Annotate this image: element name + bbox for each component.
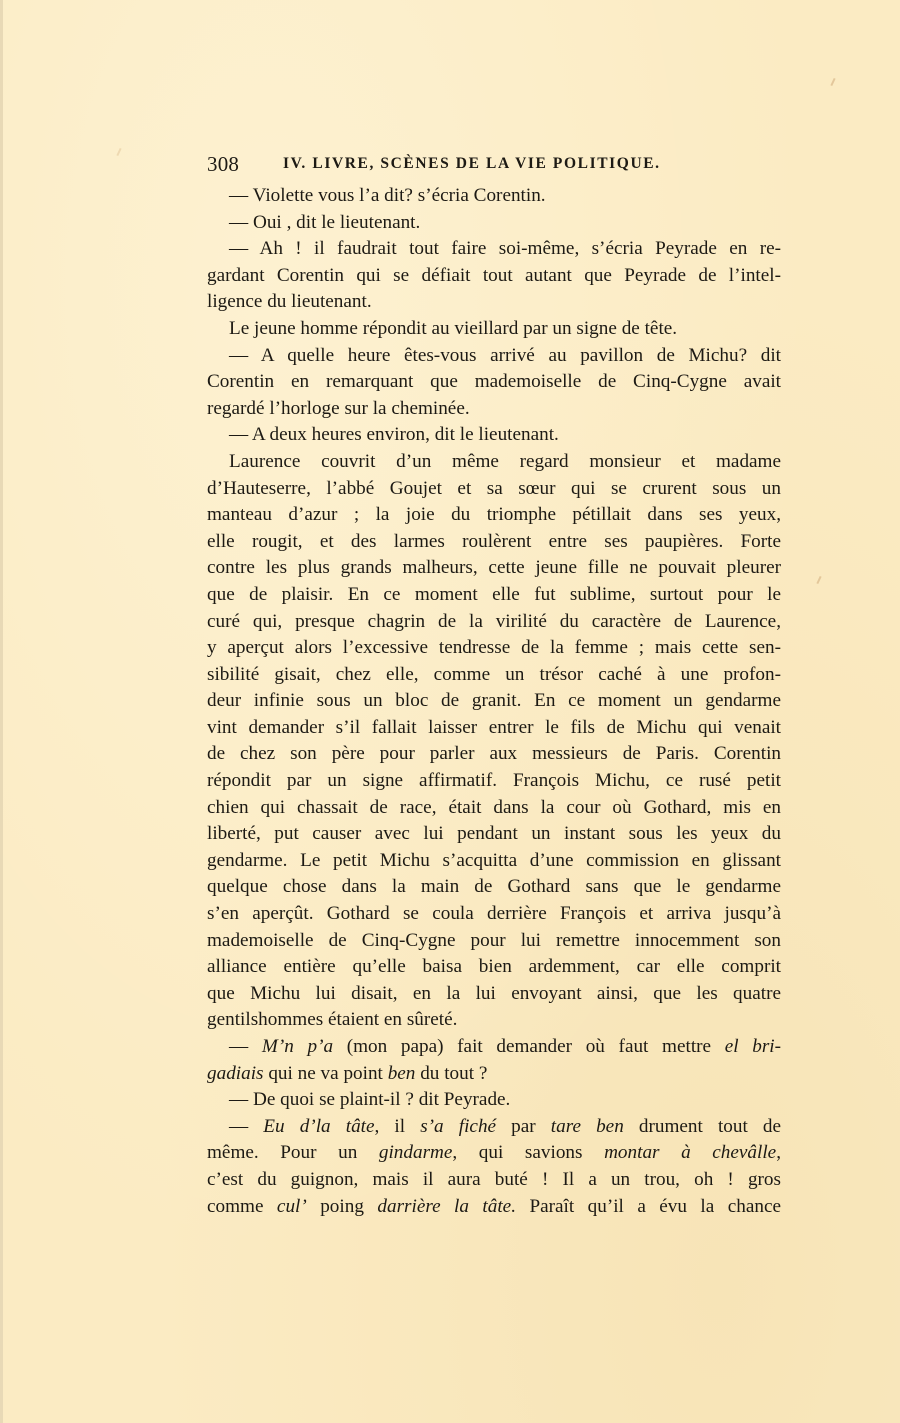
text-line [207, 768, 781, 795]
page-number: 308 [207, 152, 240, 176]
text-line [207, 1061, 781, 1088]
text-line [207, 1114, 781, 1141]
text-segment: — De quoi se plaint-il ? dit Peyrade. [229, 1089, 511, 1111]
running-head: IV. LIVRE, SCÈNES DE LA VIE POLITIQUE. [283, 155, 661, 172]
text-line [207, 263, 781, 290]
paper-speck [816, 576, 821, 584]
text-segment: chien qui chassait de race, était dans la cour où Gothard, mis en [207, 796, 781, 818]
text-line [207, 582, 781, 609]
italic-dialect-text: gindarme [378, 1142, 453, 1164]
text-segment: — [229, 1036, 262, 1057]
text-segment: , qui savions [452, 1142, 605, 1164]
italic-dialect-text: montar à chevâlle [604, 1142, 777, 1164]
text-segment: drument tout de [623, 1115, 782, 1137]
text-segment: alliance entière qu’elle baisa bien ardemment, car elle comprit [207, 956, 781, 978]
text-segment: , [776, 1142, 781, 1164]
text-segment: mademoiselle de Cinq-Cygne pour lui remettre innocemment son [207, 929, 781, 951]
paper-speck [116, 148, 121, 156]
text-line [207, 449, 781, 476]
text-segment: comme [207, 1195, 277, 1217]
text-line [207, 715, 781, 742]
text-segment: s’en aperçût. Gothard se coula derrière François et arriva jusqu’à [207, 903, 781, 925]
text-segment: du tout ? [415, 1062, 488, 1084]
text-segment: même. Pour un [207, 1142, 379, 1164]
text-segment: gardant Corentin qui se défiait tout autant que Peyrade de l’intel- [207, 264, 781, 286]
text-segment: gentilshommes étaient en sûreté. [207, 1009, 458, 1031]
text-segment: liberté, put causer avec lui pendant un instant sous les yeux du [207, 823, 781, 845]
text-line [207, 1140, 781, 1167]
text-segment: quelque chose dans la main de Gothard sans que le gendarme [207, 876, 781, 898]
italic-dialect-text: M’n p’a [261, 1036, 334, 1057]
text-line [207, 848, 781, 875]
text-line [207, 928, 781, 955]
text-line [207, 476, 781, 503]
italic-dialect-text: s’a fiché [420, 1115, 497, 1137]
text-segment: que Michu lui disait, en la lui envoyant ainsi, que les quatre [207, 982, 781, 1004]
text-line [207, 1007, 781, 1034]
text-segment: vint demander s’il fallait laisser entrer le fils de Michu qui venait [207, 716, 781, 738]
text-segment: manteau d’azur ; la joie du triomphe pétillait dans ses yeux, [207, 504, 781, 526]
text-line [207, 741, 781, 768]
italic-dialect-text: el bri- [724, 1036, 782, 1057]
text-line [207, 396, 781, 423]
text-line [207, 502, 781, 529]
text-line [207, 901, 781, 928]
text-segment: c’est du guignon, mais il aura buté ! Il a un trou, oh ! gros [207, 1168, 781, 1190]
text-line [207, 555, 781, 582]
text-line [207, 688, 781, 715]
text-segment: Le jeune homme répondit au vieillard par un signe de tête. [229, 317, 678, 339]
text-segment: curé qui, presque chagrin de la virilité du caractère de Laurence, [207, 610, 781, 632]
text-line [207, 1034, 781, 1061]
text-segment: — A quelle heure êtes-vous arrivé au pavillon de Michu? dit [229, 344, 781, 366]
text-line [207, 316, 781, 343]
text-line [207, 210, 781, 237]
text-line [207, 183, 781, 210]
text-segment: répondit par un signe affirmatif. François Michu, ce rusé petit [207, 770, 781, 792]
text-line [207, 343, 781, 370]
text-line [207, 1167, 781, 1194]
text-segment: — A deux heures environ, dit le lieutenant. [229, 424, 559, 446]
page-header [207, 152, 781, 180]
text-segment: Laurence couvrit d’un même regard monsieur et madame [229, 450, 781, 472]
text-line [207, 1087, 781, 1114]
text-line [207, 289, 781, 316]
text-line [207, 422, 781, 449]
text-segment: deur infinie sous un bloc de granit. En ce moment un gendarme [207, 690, 781, 712]
italic-dialect-text: darrière la tâte. [377, 1195, 516, 1217]
text-segment: qui ne va point [263, 1062, 388, 1084]
text-segment: elle rougit, et des larmes roulèrent entre ses paupières. Forte [207, 530, 781, 552]
text-segment: regardé l’horloge sur la cheminée. [207, 397, 470, 419]
text-segment: que de plaisir. En ce moment elle fut sublime, surtout pour le [207, 583, 781, 605]
text-line [207, 1194, 781, 1221]
text-segment: — [229, 1115, 264, 1137]
italic-dialect-text: Eu d’la tâte [263, 1115, 375, 1137]
text-line [207, 236, 781, 263]
italic-dialect-text: gadiais [207, 1062, 264, 1084]
text-line [207, 369, 781, 396]
text-segment: sibilité gisait, chez elle, comme un trésor caché à une profon- [207, 663, 781, 685]
text-segment: d’Hauteserre, l’abbé Goujet et sa sœur qui se crurent sous un [207, 477, 781, 499]
text-segment: contre les plus grands malheurs, cette jeune fille ne pouvait pleurer [207, 557, 781, 579]
italic-dialect-text: tare ben [550, 1115, 624, 1137]
text-segment: — Ah ! il faudrait tout faire soi-même, s’écria Peyrade en re- [229, 238, 781, 260]
text-line [207, 954, 781, 981]
text-segment: de chez son père pour parler aux messieurs de Paris. Corentin [207, 743, 781, 765]
text-segment: — Violette vous l’a dit? s’écria Corentin. [229, 185, 546, 206]
text-segment: (mon papa) fait demander où faut mettre [333, 1036, 725, 1057]
text-line [207, 874, 781, 901]
text-line [207, 662, 781, 689]
text-segment: par [496, 1115, 551, 1137]
text-segment: ligence du lieutenant. [207, 291, 372, 313]
text-line [207, 529, 781, 556]
text-segment: gendarme. Le petit Michu s’acquitta d’une commission en glissant [207, 849, 781, 871]
italic-dialect-text: cul’ [276, 1195, 307, 1217]
text-line [207, 981, 781, 1008]
text-segment: poing [306, 1195, 378, 1217]
text-segment: Paraît qu’il a évu la chance [516, 1195, 781, 1217]
text-line [207, 795, 781, 822]
paper-speck [830, 78, 835, 86]
text-line [207, 609, 781, 636]
text-segment: Corentin en remarquant que mademoiselle de Cinq-Cygne avait [207, 371, 781, 393]
text-line [207, 635, 781, 662]
text-segment: , il [374, 1115, 421, 1137]
text-segment: y aperçut alors l’excessive tendresse de la femme ; mais cette sen- [207, 637, 781, 659]
page-edge [0, 0, 3, 1423]
body-text [207, 183, 781, 1220]
text-segment: — Oui , dit le lieutenant. [229, 211, 421, 233]
italic-dialect-text: ben [387, 1062, 416, 1084]
text-line [207, 821, 781, 848]
